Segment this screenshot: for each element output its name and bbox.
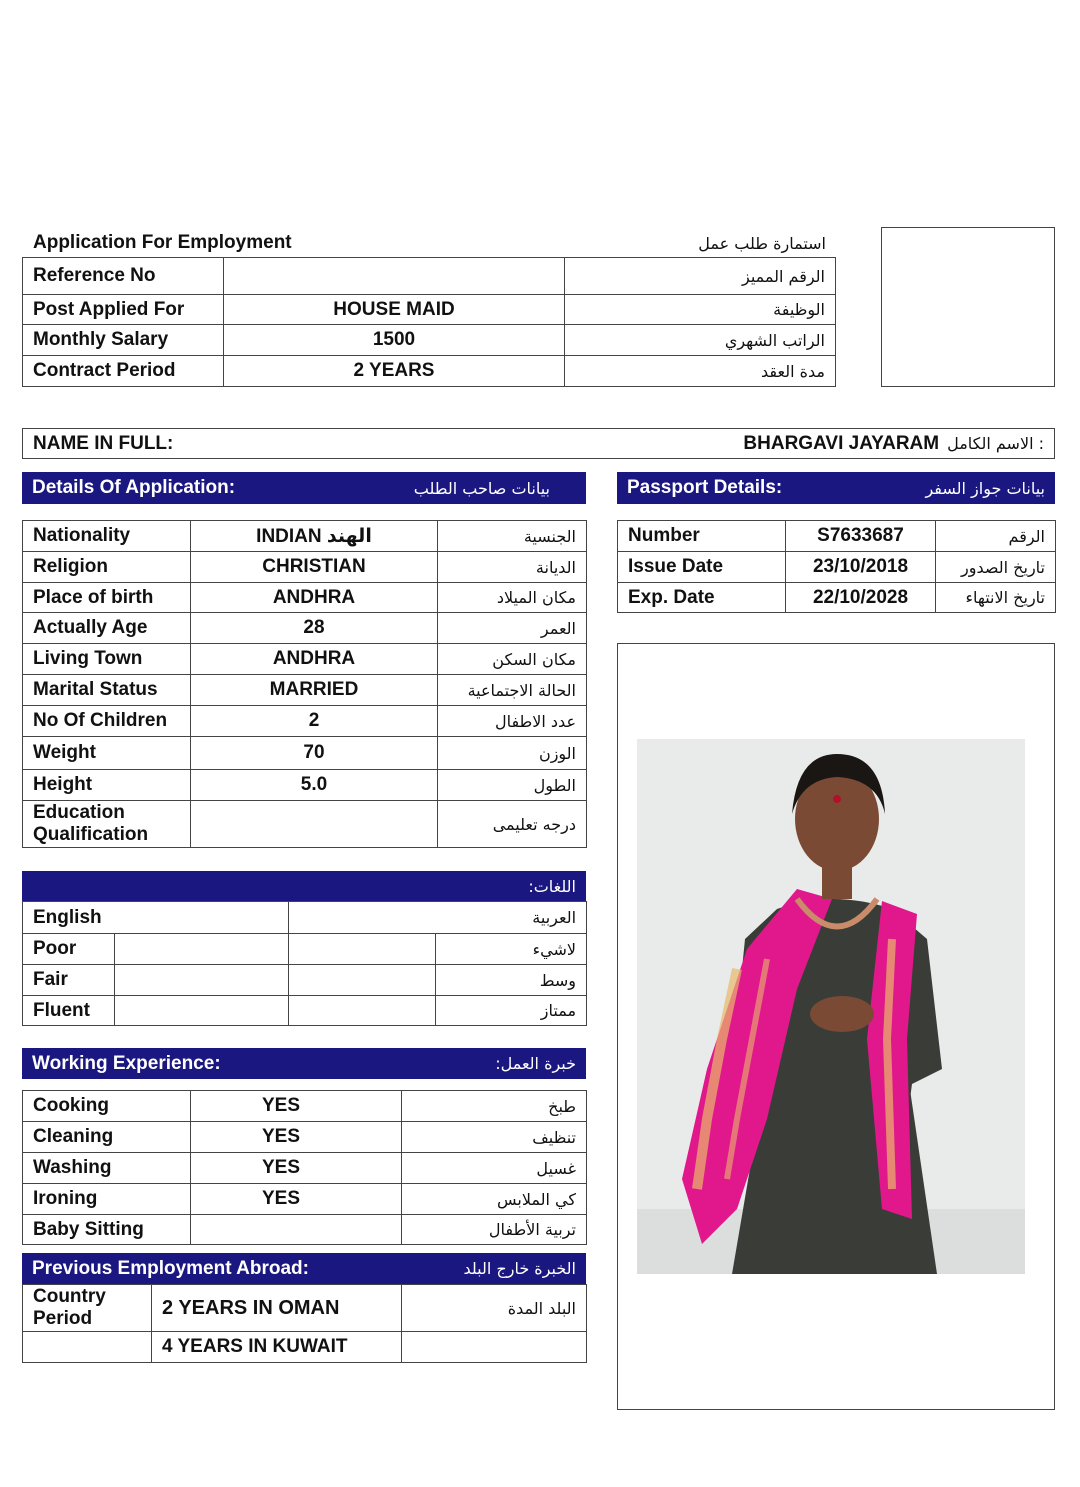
table-row [23,1122,587,1153]
passport-number-label-arabic: الرقم [936,521,1056,552]
issue-date-label: Issue Date [618,552,786,583]
languages-table [22,901,587,1026]
form-title: Application For Employment [33,232,292,253]
experience-table [22,1090,587,1245]
table-row [23,583,587,613]
reference-label-arabic: الرقم المميز [565,258,836,295]
salary-label-arabic: الراتب الشهري [565,325,836,356]
exp-date-label: Exp. Date [618,583,786,613]
cleaning-label: Cleaning [23,1122,191,1153]
table-row [23,1153,587,1184]
form-title-arabic: استمارة طلب عمل [698,234,826,253]
nationality-label-arabic: الجنسية [438,521,587,552]
religion-value: CHRISTIAN [191,552,438,583]
issue-date-label-arabic: تاريخ الصدور [936,552,1056,583]
table-row [23,801,587,848]
poor-arabic-cell [289,934,436,965]
details-table [22,520,587,848]
cooking-label: Cooking [23,1091,191,1122]
weight-label: Weight [23,737,191,770]
abroad-title: Previous Employment Abroad: [32,1257,309,1279]
children-label-arabic: عدد الاطفال [438,706,587,737]
poor-english-cell [115,934,289,965]
abroad-empty-cell-2 [402,1332,587,1363]
experience-title: Working Experience: [32,1052,221,1074]
passport-title-arabic: بيانات جواز السفر [925,478,1045,498]
passport-table [617,520,1056,613]
abroad-title-arabic: الخبرة خارج البلد [463,1259,576,1278]
children-label: No Of Children [23,706,191,737]
details-section-header [22,472,586,504]
fluent-label-arabic: ممتاز [436,996,587,1026]
passport-section-header [617,472,1055,504]
country-period-label: Country Period [23,1285,152,1332]
weight-value: 70 [191,737,438,770]
ironing-label-arabic: كي الملابس [402,1184,587,1215]
passport-number-value: S7633687 [786,521,936,552]
table-row [23,902,587,934]
table-row [23,1091,587,1122]
fluent-arabic-cell [289,996,436,1026]
table-row [23,613,587,644]
arabic-label: العربية [289,902,587,934]
applicant-photo [637,739,1025,1274]
contract-label-arabic: مدة العقد [565,356,836,387]
reference-label: Reference No [23,258,224,295]
table-row [23,1184,587,1215]
table-row [618,552,1056,583]
table-row [23,965,587,996]
fluent-label: Fluent [23,996,115,1026]
fluent-english-cell [115,996,289,1026]
salary-label: Monthly Salary [23,325,224,356]
baby-sitting-label-arabic: تربية الأطفال [402,1215,587,1245]
living-town-label: Living Town [23,644,191,675]
fair-label: Fair [23,965,115,996]
height-label-arabic: الطول [438,770,587,801]
education-label: Education Qualification [23,801,191,848]
cooking-value: YES [191,1091,402,1122]
table-row [23,706,587,737]
fair-english-cell [115,965,289,996]
table-row [23,552,587,583]
exp-date-value: 22/10/2028 [786,583,936,613]
table-row [23,295,836,325]
languages-section-header [22,871,586,901]
name-label-arabic: : الاسم الكامل [947,434,1044,453]
nationality-label: Nationality [23,521,191,552]
education-value [191,801,438,848]
abroad-entry-2: 4 YEARS IN KUWAIT [152,1332,402,1363]
contract-label: Contract Period [23,356,224,387]
birthplace-label-arabic: مكان الميلاد [438,583,587,613]
salary-value: 1500 [224,325,565,356]
table-row [23,521,587,552]
contract-value: 2 YEARS [224,356,565,387]
passport-title: Passport Details: [627,477,783,498]
table-row [23,1332,587,1363]
height-value: 5.0 [191,770,438,801]
table-row [23,675,587,706]
experience-title-arabic: خبرة العمل: [495,1054,576,1073]
living-town-label-arabic: مكان السكن [438,644,587,675]
washing-value: YES [191,1153,402,1184]
fair-arabic-cell [289,965,436,996]
marital-status-label-arabic: الحالة الاجتماعية [438,675,587,706]
religion-label-arabic: الديانة [438,552,587,583]
abroad-empty-cell [23,1332,152,1363]
age-label: Actually Age [23,613,191,644]
issue-date-value: 23/10/2018 [786,552,936,583]
table-row [618,521,1056,552]
table-row [23,1215,587,1245]
poor-label: Poor [23,934,115,965]
name-label: NAME IN FULL: [33,432,174,454]
table-row [23,258,836,295]
education-label-arabic: درجه تعليمى [438,801,587,848]
age-value: 28 [191,613,438,644]
weight-label-arabic: الوزن [438,737,587,770]
table-row [23,356,836,387]
details-title: Details Of Application: [32,477,236,498]
cleaning-label-arabic: تنظيف [402,1122,587,1153]
abroad-entry-1: 2 YEARS IN OMAN [152,1285,402,1332]
languages-title-arabic: اللغات: [528,876,576,896]
washing-label-arabic: غسيل [402,1153,587,1184]
table-row [618,583,1056,613]
header-table [22,257,836,387]
living-town-value: ANDHRA [191,644,438,675]
age-label-arabic: العمر [438,613,587,644]
birthplace-value: ANDHRA [191,583,438,613]
photo-frame [617,643,1055,1410]
photo-placeholder-box [881,227,1055,387]
nationality-value: INDIAN الهند [191,521,438,552]
english-label: English [23,902,289,934]
abroad-section-header [22,1253,586,1284]
abroad-table [22,1284,587,1363]
table-row [23,996,587,1026]
marital-status-value: MARRIED [191,675,438,706]
poor-label-arabic: لاشيء [436,934,587,965]
table-row [23,737,587,770]
baby-sitting-label: Baby Sitting [23,1215,191,1245]
cooking-label-arabic: طبخ [402,1091,587,1122]
washing-label: Washing [23,1153,191,1184]
marital-status-label: Marital Status [23,675,191,706]
ironing-label: Ironing [23,1184,191,1215]
reference-value [224,258,565,295]
post-label-arabic: الوظيفة [565,295,836,325]
country-period-label-arabic: البلد المدة [402,1285,587,1332]
exp-date-label-arabic: تاريخ الانتهاء [936,583,1056,613]
fair-label-arabic: وسط [436,965,587,996]
cleaning-value: YES [191,1122,402,1153]
post-value: HOUSE MAID [224,295,565,325]
birthplace-label: Place of birth [23,583,191,613]
name-row [22,428,1055,459]
table-row [23,770,587,801]
height-label: Height [23,770,191,801]
table-row [23,325,836,356]
details-title-arabic: بيانات صاحب الطلب [413,478,550,498]
passport-number-label: Number [618,521,786,552]
name-value: BHARGAVI JAYARAM [743,432,940,454]
table-row [23,934,587,965]
post-label: Post Applied For [23,295,224,325]
table-row [23,1285,587,1332]
experience-section-header [22,1048,586,1079]
baby-sitting-value [191,1215,402,1245]
religion-label: Religion [23,552,191,583]
children-value: 2 [191,706,438,737]
table-row [23,644,587,675]
ironing-value: YES [191,1184,402,1215]
